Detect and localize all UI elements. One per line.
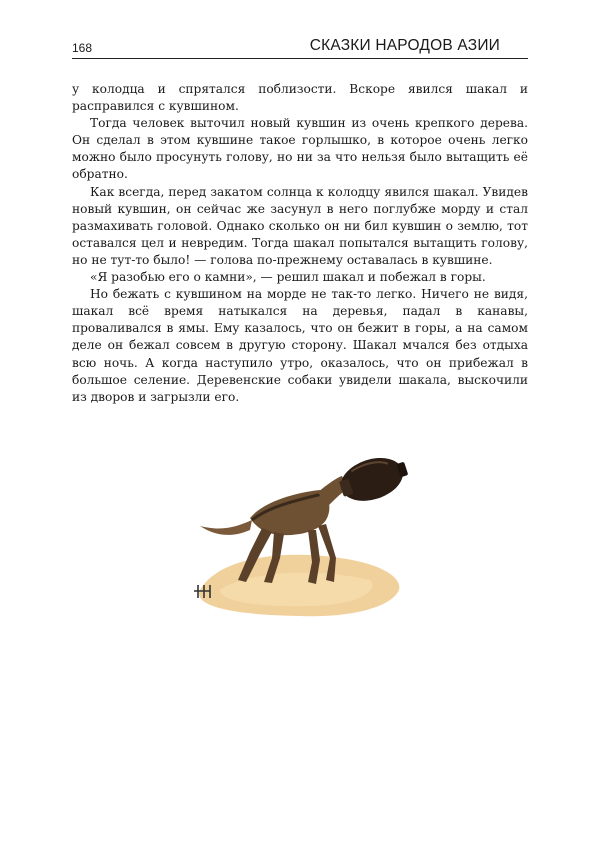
page-header — [72, 36, 528, 59]
jackal-tail — [200, 520, 252, 535]
paragraph: Как всегда, перед закатом солнца к колодцу явился шакал. Увидев новый кувшин, он сейчас же засунул в него поглубже морду и стал размахивать головой. Однако сколько он ни бил кувшин о землю, тот оставался цел и невредим. Тогда шакал попытался вытащить голову, но не тут-то было! — голова по-прежнему оставалась в кувшине. — [72, 184, 528, 267]
running-title: СКАЗКИ НАРОДОВ АЗИИ — [309, 37, 500, 54]
illustration-drawing — [180, 440, 410, 630]
paragraph: у колодца и спрятался поблизости. Вскоре явился шакал и расправился с кувшином. — [72, 82, 528, 114]
paragraph: «Я разобью его о камни», — решил шакал и побежал в горы. — [90, 270, 486, 285]
paragraph: Но бежать с кувшином на морде не так-то легко. Ничего не видя, шакал всё время натыкался на деревья, падал в канавы, проваливался в ямы. Ему казалось, что он бежит в горы, а на самом деле он бежал совсем в другую сторону. Шакал мчался без отдыха всю ночь. А когда наступило утро, оказалось, что он прибежал в большое селение. Деревенские собаки увидели шакала, выскочили из дворов и загрызли его. — [72, 287, 528, 404]
jackal-with-jug-illustration — [180, 440, 410, 630]
jug — [335, 449, 410, 508]
paragraph: Тогда человек выточил новый кувшин из очень крепкого дерева. Он сделал в этом кувшине такое горлышко, в которое очень легко можно было просунуть голову, но ни за что нельзя было вытащить её обратно. — [72, 116, 528, 182]
page-number: 168 — [72, 41, 93, 55]
body-text — [72, 81, 528, 406]
